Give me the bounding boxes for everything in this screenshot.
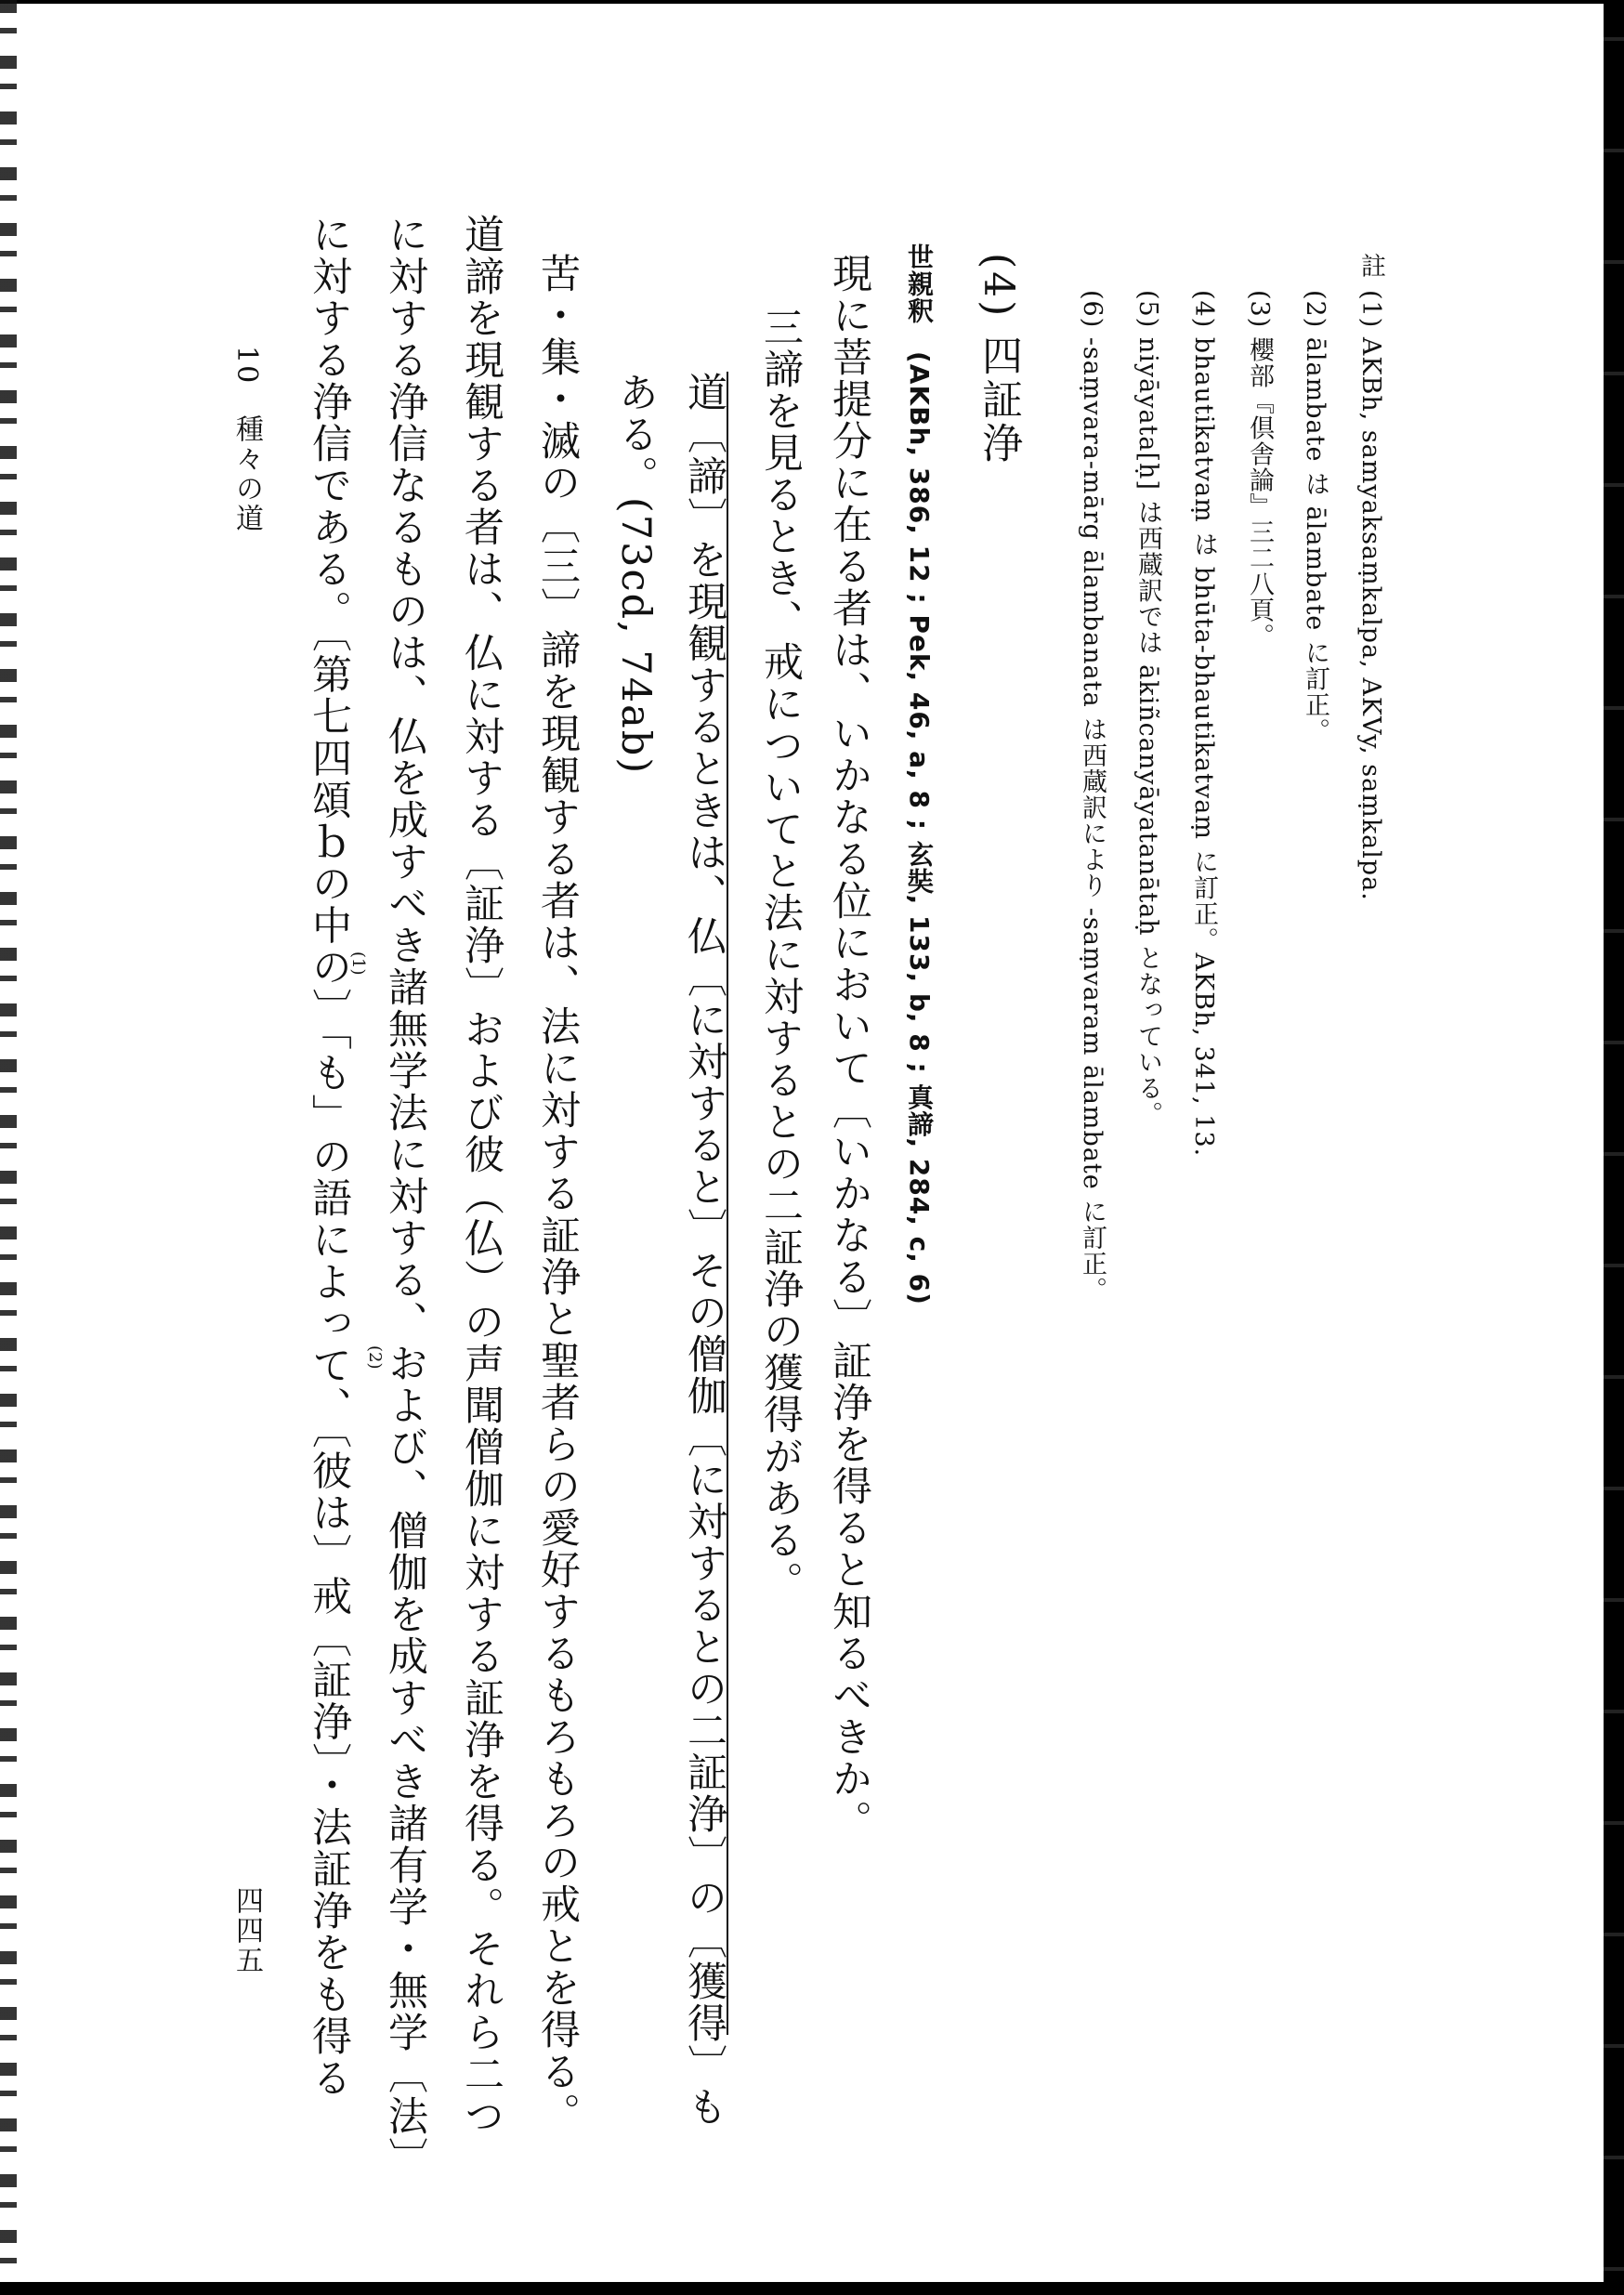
note-item-4: (4) bhautikatvaṃ は bhūta-bhautikatvaṃ に訂正。AKBh, 341, 13. [1189, 290, 1218, 1158]
running-head: 10 種々の道 [230, 346, 263, 534]
scan-bottom-edge [0, 2282, 1624, 2295]
scan-top-edge [0, 0, 1624, 4]
verse-line-1: 道〔諦〕を現観するときは、仏〔に対すると〕その僧伽〔に対するとの二証浄〕の〔獲得〕も [681, 372, 727, 2128]
body-line-3: 苦・集・滅の〔三〕諦を現観する者は、法に対する証浄と聖者らの愛好するもろもろの戒とを得る。 [534, 253, 581, 2134]
footnote-marker-2: (2) [365, 1345, 385, 1370]
section-title: 四証浄 [975, 334, 1022, 466]
footnote-marker-1: (1) [348, 951, 368, 976]
body-line-4: 道諦を現観する者は、仏に対する〔証浄〕および彼（仏）の声聞僧伽に対する証浄を得る。それら二つ [458, 214, 504, 2137]
note-item-2: (2) ālambate は ālambate に訂正。 [1301, 290, 1329, 744]
note-item-5: (5) niyāyata[ḥ] は西蔵訳では ākiñcanyāyatanātaḥ となっている。 [1133, 290, 1162, 1128]
verse-line-2: ある。(73cd, 74ab) [612, 372, 659, 776]
note-item-6: (6) -saṃvara-mārg ālambanata は西蔵訳により -saṃvaram ālambate に訂正。 [1078, 290, 1107, 1304]
section-number: (4) [975, 253, 1022, 320]
scan-right-edge [1604, 0, 1624, 2295]
body-line-2: 三諦を見るとき、戒についてと法に対するとの二証浄の獲得がある。 [757, 307, 804, 1603]
body-line-6: に対する浄信である。〔第七四頌ｂの中の〕「も」の語によって、〔彼は〕戒〔証浄〕・法証浄をも得る [306, 214, 352, 2099]
page-number: 四四五 [230, 1886, 263, 1975]
note-item-3: (3) 櫻部『倶舎論』三二八頁。 [1245, 290, 1274, 649]
source-citation: 世親釈 (AKBh, 386, 12 ; Pek, 46, a, 8 ; 玄奘, 133, b, 8 ; 真諦, 284, c, 6) [904, 243, 935, 1305]
body-line-5: に対する浄信なるものは、仏を成すべき諸無学法に対する、および、僧伽を成すべき諸有学・無学〔法〕 [382, 214, 428, 2179]
note-item-1: (1) AKBh, samyaksaṃkalpa, AKVy, saṃkalpa. [1356, 290, 1385, 901]
body-line-1: 現に菩提分に在る者は、いかなる位において〔いかなる〕証浄を得ると知るべきか。 [826, 253, 872, 1842]
notes-heading: 註 [1356, 253, 1385, 279]
scan-left-edge [0, 0, 17, 2295]
